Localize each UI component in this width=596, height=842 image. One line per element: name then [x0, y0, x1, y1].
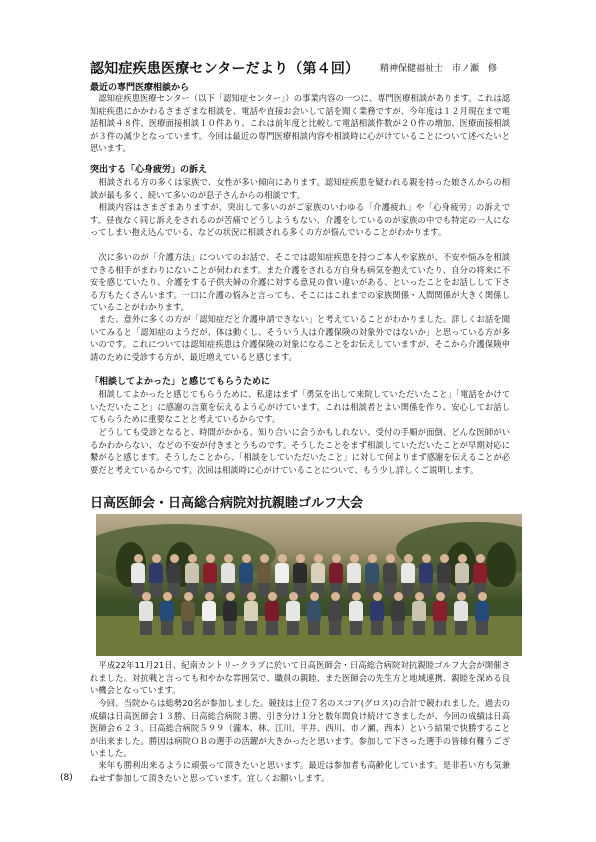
- photo-person: [371, 592, 383, 635]
- photo-person: [204, 554, 216, 597]
- photo-person: [476, 592, 488, 635]
- photo-person: [438, 554, 450, 597]
- photo-person: [222, 554, 234, 597]
- photo-person: [168, 554, 180, 597]
- golf-group-photo: [96, 514, 522, 656]
- photo-person: [140, 592, 152, 635]
- photo-person: [402, 554, 414, 597]
- photo-person: [245, 592, 257, 635]
- section-paragraph: どうしても受診となると、時間がかかる、知り合いに会うかもしれない、受付の手順が面倒、どんな医師がいるかわからない、などの不安が付きまとうものです。そうしたことをまず相談していただいたことが早期対応に繋がると感じます。そうしたことから、「相談をしていただいたこと」に対して何よりまず感謝を伝えることが必要だと考えているからです。次回は相談時に心がけていることについて、もう少し詳しくご説明します。: [90, 427, 510, 475]
- photo-person: [420, 554, 432, 597]
- photo-person: [330, 554, 342, 597]
- photo-person: [474, 554, 486, 597]
- section-paragraph: 相談される方の多くは家族で、女性が多い傾向にあります。認知症疾患を疑われる親を持った娘さんからの相談が最も多く、続いて多いのが息子さんからの相談です。: [90, 177, 510, 200]
- photo-tree: [486, 542, 516, 587]
- photo-person: [161, 592, 173, 635]
- section-paragraph: 相談してよかったと感じてもらうために、私達はまず「勇気を出して来院していただいたこと」「電話をかけていただいたこと」に感謝の言葉を伝えるよう心がけています。これは相談者とよい関係を作り、安心してお話してもらうために重要なことと考えているからです。: [90, 389, 510, 424]
- photo-person: [186, 554, 198, 597]
- section-paragraph: 認知症疾患医療センター（以下「認知症センター」）の事業内容の一つに、専門医療相談があります。これは認知症疾患にかかわるさまざまな相談を、電話や直接お会いして話を聞く業務ですが、今年度は１２月現在まで電話相談４８件、医療面接相談１０件あり、これは前年度と比較して電話相談件数が２０件の増加、医療面接相談が３件の減少となっています。今回は最近の専門医療相談内容や相談時に心がけていることについて述べたいと思います。: [90, 93, 510, 153]
- photo-person: [294, 554, 306, 597]
- photo-person: [308, 592, 320, 635]
- photo-person: [182, 592, 194, 635]
- photo-person: [287, 592, 299, 635]
- photo-person: [456, 554, 468, 597]
- golf-heading: 日高医師会・日高総合病院対抗親睦ゴルフ大会: [90, 496, 364, 511]
- photo-person: [366, 554, 378, 597]
- section-heading-gratitude: 「相談してよかった」と感じてもらうために: [90, 377, 271, 387]
- photo-person: [434, 592, 446, 635]
- section-paragraph: また、意外に多くの方が「認知症だと介護申請できない」と考えていることがわかりました。詳しくお話を聞いてみると「認知症のようだが、体は動くし、そういう人は介護保険の対象外ではないか」と思っている方が多いのです。これについては認知症疾患は介護保険の対象になることをお伝えしていますが、そこから介護保険申請のために受診する方が、最近増えていると感じます。: [90, 314, 510, 362]
- photo-person: [224, 592, 236, 635]
- photo-person: [150, 554, 162, 597]
- photo-person: [455, 592, 467, 635]
- golf-paragraph: 来年も勝利出来るように頑張って頂きたいと思います。最近は参加者も高齢化しています。是非若い方も気兼ねせず参加して頂きたいと思っています。宜しくお願いします。: [90, 760, 510, 783]
- section-heading-recent-consultations: 最近の専門医療相談から: [90, 83, 190, 93]
- photo-person: [258, 554, 270, 597]
- photo-person: [240, 554, 252, 597]
- article-title: 認知症疾患医療センターだより（第４回）: [90, 61, 360, 77]
- photo-person: [312, 554, 324, 597]
- photo-person: [392, 592, 404, 635]
- section-paragraph: 次に多いのが「介護方法」についてのお話で、そこでは認知症疾患を持つご本人や家族が、不安や悩みを相談できる相手がまわりにないことが伺われます。また介護をされる方自身も病気を抱えていたり、自分の将来に不安を感じていたり、介護をする子供夫婦の介護に対する意見の食い違いがある、といったことをお話しして下さる方もたくさんいます。一口に介護の悩みと言っても、そこにはこれまでの家族関係・人間関係が大きく関係していることがわかります。: [90, 252, 510, 312]
- article-header: [90, 58, 530, 76]
- photo-person: [132, 554, 144, 597]
- photo-person: [348, 554, 360, 597]
- page-number: (8): [60, 773, 73, 783]
- golf-paragraph: 今回、当院からは総勢20名が参加しました。競技は上位７名のスコア(グロス)の合計で競われました。過去の成績は日高医師会１３勝、日高総合病院３勝、引き分け１分と数年間負け続けてきましたが、今回の成績は日高医師会６２３、日高総合病院５９９（瀧本、林、江川、平井、西川、市ノ瀬、西本）という結果で快勝することが出来ました。勝因は病院ＯＢの選手の活躍が大きかったと思います。参加して下さった選手の皆様有難うございました。: [90, 698, 510, 758]
- photo-person: [350, 592, 362, 635]
- photo-person: [276, 554, 288, 597]
- article-author: 精神保健福祉士 市ノ瀬 修: [380, 64, 498, 74]
- photo-person: [384, 554, 396, 597]
- section-heading-fatigue: 突出する「心身疲労」の訴え: [90, 165, 208, 175]
- photo-person: [266, 592, 278, 635]
- golf-paragraph: 平成22年11月21日、紀南カントリークラブに於いて日高医師会・日高総合病院対抗親睦ゴルフ大会が開催されました。対抗戦と言っても和やかな雰囲気で、職員の親睦、また医師会の先生方と地域連携、親睦を深める良い機会となっています。: [90, 660, 510, 695]
- section-paragraph: 相談内容はさまざまありますが、突出して多いのがご家族のいわゆる「介護疲れ」や「心身疲労」の訴えです。昼夜なく同じ訴えをされるのが苦痛でどうしようもない、介護をしているのが家族の中でも特定の一人になってしまい抱え込んでいる、などの状況に相談される多くの方が悩んでいることがわかります。: [90, 202, 510, 237]
- photo-person: [203, 592, 215, 635]
- photo-person: [413, 592, 425, 635]
- photo-person: [329, 592, 341, 635]
